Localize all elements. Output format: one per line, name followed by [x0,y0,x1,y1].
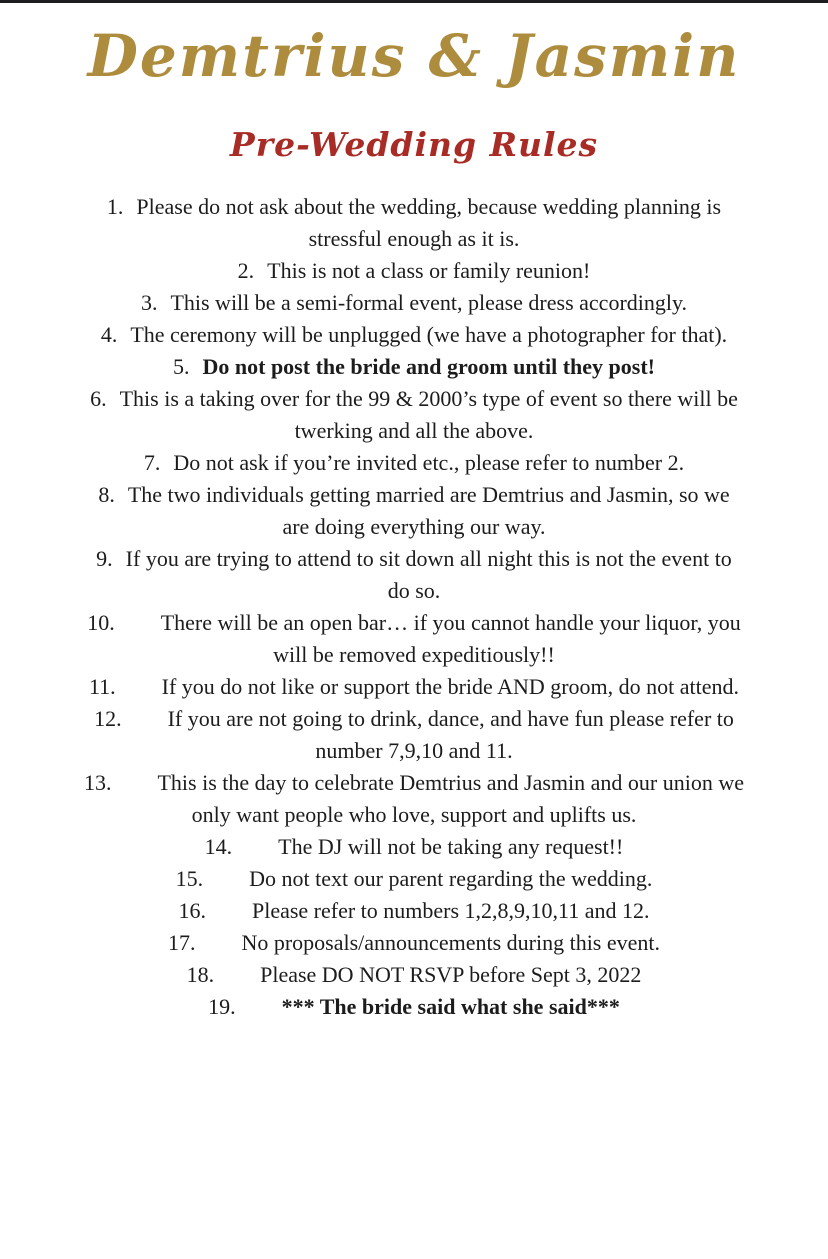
rule-text: If you are not going to drink, dance, and have fun please refer to [167,706,734,731]
rule-line-first [0,351,828,383]
rule-item [0,991,828,1023]
rule-line-first [0,383,828,415]
rule-number: 18. [186,962,215,987]
rule-text: only want people who love, support and uplifts us. [191,802,637,827]
rule-line-first [0,447,828,479]
rule-text: number 7,9,10 and 11. [315,738,513,763]
rule-item [0,447,828,479]
rule-text: Do not post the bride and groom until they post! [202,354,655,379]
rule-item [0,543,828,607]
rule-number: 19. [208,994,236,1019]
rule-line-first [0,927,828,959]
rule-line-first [0,543,828,575]
rule-number: 11. [88,674,116,699]
rule-text: This will be a semi-formal event, please dress accordingly. [170,290,688,315]
rule-text: Please DO NOT RSVP before Sept 3, 2022 [260,962,642,987]
rule-line-first [0,287,828,319]
rule-number: 12. [94,706,122,731]
rule-line-first [0,959,828,991]
rule-text: Please refer to numbers 1,2,8,9,10,11 and 12. [251,898,650,923]
rule-text: Do not text our parent regarding the wedding. [249,866,653,891]
rule-line-wrap [0,735,828,767]
rule-text: If you do not like or support the bride AND groom, do not attend. [161,674,740,699]
rule-text: Do not ask if you’re invited etc., please refer to number 2. [173,450,685,475]
rule-text: The two individuals getting married are Demtrius and Jasmin, so we [127,482,730,507]
rule-number: 6. [90,386,107,411]
rule-number: 7. [143,450,161,475]
rule-line-first [0,991,828,1023]
rules-list [0,191,828,1023]
rule-line-first [0,703,828,735]
rule-item [0,671,828,703]
rule-line-first [0,607,828,639]
rule-text: There will be an open bar… if you cannot handle your liquor, you [160,610,741,635]
rule-line-wrap [0,575,828,607]
rule-text: are doing everything our way. [282,514,546,539]
rule-number: 10. [87,610,115,635]
rule-text: No proposals/announcements during this event. [241,930,661,955]
rule-item [0,319,828,351]
rule-number: 17. [167,930,196,955]
rule-number: 4. [100,322,118,347]
rule-item [0,351,828,383]
rule-text: will be removed expeditiously!! [273,642,555,667]
rule-number: 15. [175,866,204,891]
rule-line-first [0,319,828,351]
rule-text: stressful enough as it is. [308,226,520,251]
rule-item [0,831,828,863]
rule-item [0,255,828,287]
document-title: Demtrius & Jasmin [87,22,741,90]
rule-text: If you are trying to attend to sit down all night this is not the event to [125,546,732,571]
rule-line-first [0,767,828,799]
rule-line-wrap [0,639,828,671]
rule-number: 3. [140,290,158,315]
rule-item [0,959,828,991]
rule-number: 2. [237,258,255,283]
rule-item [0,287,828,319]
rule-line-first [0,255,828,287]
rule-text: do so. [387,578,441,603]
rule-number: 1. [106,194,124,219]
rule-number: 13. [83,770,112,795]
rule-text: Please do not ask about the wedding, because wedding planning is [136,194,722,219]
rule-number: 14. [204,834,233,859]
rule-text: This is not a class or family reunion! [267,258,591,283]
rule-text: This is a taking over for the 99 & 2000’s type of event so there will be [119,386,738,411]
rule-item [0,927,828,959]
rule-text: The DJ will not be taking any request!! [278,834,624,859]
rule-number: 9. [96,546,113,571]
document-subtitle: Pre-Wedding Rules [229,125,599,164]
rule-line-wrap [0,223,828,255]
rule-number: 8. [98,482,115,507]
rule-line-wrap [0,799,828,831]
rule-number: 16. [178,898,206,923]
rule-line-first [0,479,828,511]
rule-item [0,767,828,831]
rule-line-first [0,895,828,927]
rule-text: *** The bride said what she said*** [281,994,620,1019]
rule-text: This is the day to celebrate Demtrius and Jasmin and our union we [157,770,745,795]
rule-text: The ceremony will be unplugged (we have a photographer for that). [130,322,728,347]
rule-line-first [0,671,828,703]
rule-line-first [0,191,828,223]
rule-item [0,703,828,767]
wedding-rules-document [0,11,828,1259]
rule-item [0,479,828,543]
rule-item [0,191,828,255]
rule-line-first [0,863,828,895]
rule-line-first [0,831,828,863]
rule-item [0,607,828,671]
rule-item [0,863,828,895]
rule-number: 5. [173,354,190,379]
rule-text: twerking and all the above. [294,418,534,443]
rule-line-wrap [0,511,828,543]
rule-item [0,895,828,927]
rule-line-wrap [0,415,828,447]
rule-item [0,383,828,447]
